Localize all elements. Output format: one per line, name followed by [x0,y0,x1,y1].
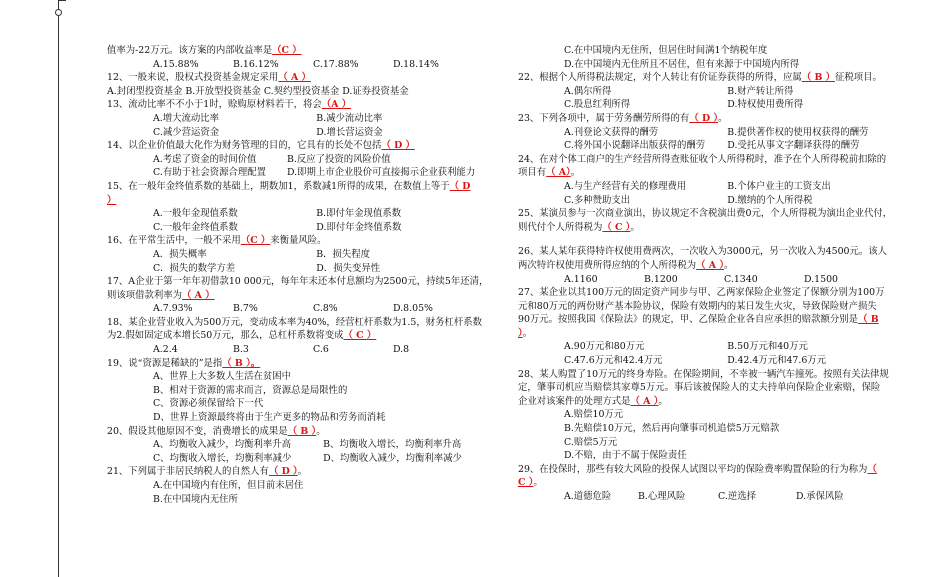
answer-mark: （C ） [272,45,302,56]
option-line [518,436,915,450]
option-a: A.刊登论文获得的酬劳 [564,126,659,138]
options-row [107,438,504,452]
blank-line [518,234,915,245]
question-tail: 。 [316,425,326,437]
question-line [107,465,504,479]
option-b: D.缴纳的个人所得税 [727,194,813,206]
question-line [518,300,915,314]
options-row [107,58,504,72]
question-line [518,153,915,167]
options-row [107,221,504,235]
option-b: B.财产转让所得 [727,85,794,97]
options-row [518,340,915,354]
options-row [107,452,504,466]
question-line [107,316,504,330]
option-b: B.提供著作权的使用权获得的酬劳 [727,126,869,138]
options-row [518,180,915,194]
question-tail: 。 [724,259,734,271]
margin-anchor-icon [55,9,62,16]
option-line [518,44,915,58]
option-a: A.一般年金现值系数 [153,208,238,220]
question-text: 19、说“资源是稀缺的”是指 [107,357,223,369]
question-text: 两次特许权使用费所得应纳的个人所得税为 [518,259,697,271]
question-line [107,357,504,371]
answer-mark: （ B [858,314,879,326]
answer-mark: （ D [449,180,471,192]
options-row [107,153,504,167]
question-line [107,139,504,153]
question-line [518,259,915,273]
question-tail: 。 [570,167,581,179]
question-line [518,313,915,327]
question-tail: 来衡量风险。 [270,235,327,247]
option-c: C.1340 [724,273,758,285]
options-row [518,139,915,153]
question-text: 25、某演员参与一次商业演出，协议规定不含税演出费0元，个人所得税为演出企业代付， [518,208,893,220]
option-b: B.16.12% [233,58,279,70]
option-a: A.2.4 [153,344,178,356]
question-line [518,207,915,221]
option-b: D、均衡收入减少，均衡利率减少 [323,452,462,464]
option-line [518,422,915,436]
question-text: 企业对该案件的处理方式是 [518,395,631,407]
option-a: C．损失的数学方差 [153,262,236,274]
question-line [107,425,504,439]
question-line [518,112,915,126]
option-b: B.3 [233,344,249,356]
option-d: D.8 [393,344,410,356]
question-text: 23、下列各项中，属于劳务酬劳所得的有 [518,112,690,124]
answer-continuation [518,476,915,490]
question-text: 18、某企业营业收入为500万元，变动成本率为40%，经营杠杆系数为1.5，财务杠杆系数 [107,316,482,328]
question-line [107,234,504,248]
option-a: A.道德危险 [564,491,612,502]
right-column [518,44,915,504]
answer-mark: （ A ） [696,259,724,271]
question-tail: 。 [630,221,640,233]
margin-tick [58,0,66,1]
question-line [518,463,915,477]
option-c: C.8% [313,303,338,315]
question-text: 26、某人某年获得特许权使用费两次，一次收入为3000元，另一次收入为4500元。该人 [518,246,888,258]
question-text: 27、某企业以其100万元的固定资产同步与甲、乙两家保险企业签定了保额分别为100万 [518,287,885,299]
options-row [107,166,504,180]
question-line [107,44,504,58]
option-a: A.90万元和80万元 [564,341,645,353]
option-line [518,58,915,72]
question-tail: 。 [297,466,308,478]
question-text: 22、根据个人所得税法规定，对个人转让有价证券获得的所得，应属 [518,72,802,84]
option-text: C.赔偿5万元 [564,436,618,448]
option-text: B.在中国境内无住所 [153,493,238,505]
question-text: 则代付个人所得税为 [518,221,603,233]
option-c: C.6 [313,344,329,356]
option-a: C.减少营运资金 [153,126,220,138]
answer-continuation [107,194,504,208]
options-row [107,112,504,126]
option-b: D.增长营运资金 [316,126,383,138]
question-text: 29、在投保时，那些有较大风险的投保人试图以平均的保险费率购置保险的行为称为 [518,463,868,475]
option-b: B.7% [233,303,258,315]
answer-mark: （ C ） [602,221,631,233]
option-a: C.多种赞助支出 [564,194,631,206]
answer-mark: （A ） [321,99,352,111]
question-text: 24、在对个体工商户的生产经营所得查账征收个人所得税时，准予在个人所得税前扣除的 [518,153,887,165]
option-line [107,370,504,384]
question-line [107,275,504,289]
option-d: D.18.14% [393,58,439,70]
answer-mark: （ B ）。 [222,357,261,369]
option-d: D.承保风险 [796,491,844,502]
option-b: B．损失程度 [316,248,371,260]
question-line [518,381,915,395]
answer-mark: （ D ） [268,466,298,478]
question-text: 17、A企业于第一年年初借款10 000元，每年年末还本付息额均为2500元，持续5年还清， [107,276,489,288]
option-b: D．损失变异性 [316,262,381,274]
option-a: A.增大流动比率 [153,112,220,124]
question-text: 90万元。按照我国《保险法》的规定，甲、乙保险企业各自应承担的赔款额分别是 [518,314,859,326]
options-row [518,85,915,99]
option-text: A.在中国境内有住所，但目前未居住 [153,480,304,491]
option-a: A.15.88% [153,58,199,70]
question-line [107,71,504,85]
option-b: B、均衡收入增长，均衡利率升高 [323,439,462,451]
option-text: D、世界上资源最终将由于生产更多的物品和劳务而消耗 [153,412,386,424]
option-a: A．损失概率 [153,248,207,260]
option-b: B.50万元和40万元 [727,341,808,353]
option-text: C、资源必须保留给下一代 [153,398,264,410]
question-line [518,286,915,300]
answer-mark: （ C ） [343,330,377,342]
option-d: D.8.05% [393,303,433,315]
question-text: 12、一般来说，股权式投资基金规定采用 [107,72,279,84]
options-row [518,273,915,287]
answer-mark: （ D ） [381,140,415,152]
answer-mark: （ B ） [801,72,836,84]
option-b: D.受托从事文字翻译获得的酬劳 [727,140,860,152]
question-line [107,329,504,343]
question-tail: 。 [658,395,668,407]
option-text: C.在中国境内无住所，但居住时间满1个纳税年度 [564,45,768,56]
option-line [107,397,504,411]
options-row [107,248,504,262]
question-line [107,289,504,303]
question-text: 14、以企业价值最大化作为财务管理的目的，它具有的长处不包括 [107,140,382,152]
question-text: A.封闭型投资基金 B.开放型投资基金 C.契约型投资基金 D.证券投资基金 [107,85,409,97]
option-line [107,493,504,507]
option-line [518,408,915,422]
option-text: A.赔偿10万元 [564,409,624,421]
option-text: B、相对于资源的需求而言，资源总是局限性的 [153,384,348,396]
question-tail: 征税项目。 [835,72,882,84]
option-b: B.1200 [644,273,678,285]
answer-mark: （ D ） [689,112,719,124]
option-line [518,449,915,463]
answer-mark: （ A ） [630,395,659,407]
option-d: D.1500 [804,273,839,285]
answer-mark: ） [518,327,523,339]
option-a: C.一般年金终值系数 [153,221,238,233]
question-text: 值率为-22万元。该方案的内部收益率是 [107,45,273,56]
options-row [107,343,504,357]
answer-mark: （ A） [546,167,571,179]
option-text: A、世界上大多数人生活在贫困中 [153,371,292,383]
question-line [518,221,915,235]
question-line [518,395,915,409]
question-line [518,245,915,259]
option-b: B.即付年金现值系数 [316,208,402,220]
option-a: C.股息红利所得 [564,99,631,111]
question-line [518,166,915,180]
option-a: A.7.93% [153,303,193,315]
question-line [107,98,504,112]
option-a: A.1160 [564,273,598,285]
options-row [518,194,915,208]
option-a: A.考虑了资金的时间价值 [153,153,257,165]
answer-mark: C ） [518,477,534,489]
option-line [107,384,504,398]
question-text: 13、流动比率不不小于1时，赊购原材料若干，将会 [107,99,322,111]
question-tail: 。 [522,327,533,339]
question-tail: 。 [533,477,543,489]
margin-rule [58,0,59,577]
question-line [107,85,504,99]
option-a: C、均衡收入增长，均衡利率减少 [153,452,292,464]
question-text: 15、在一般年金终值系数的基础上，期数加1，系数减1所得的成果，在数值上等于 [107,180,450,192]
question-tail: 。 [718,112,728,124]
option-b: B.反应了投资的风险价值 [287,153,391,165]
question-line [107,180,504,194]
answer-mark: （ A ） [182,289,215,301]
option-a: C.将外国小说翻译出版获得的酬劳 [564,140,706,152]
question-text: 20、假设其他原因不变，消费增长的成果是 [107,425,288,437]
option-line [107,479,504,493]
answer-mark: （C ） [240,235,271,247]
option-text: D.在中国境内无住所且不居住，但有来源于中国境内所得 [564,58,800,70]
options-row [107,126,504,140]
option-b: B.减少流动比率 [316,112,383,124]
option-c: C.17.88% [313,58,359,70]
option-c: C.逆选择 [718,491,756,502]
option-text: D.不赔，由于不属于保险责任 [564,450,687,462]
option-a: A、均衡收入减少，均衡利率升高 [153,439,292,451]
question-text: 则该项借款利率为 [107,289,183,301]
option-a: C.47.6万元和42.4万元 [564,355,663,367]
option-line [107,411,504,425]
options-row [107,262,504,276]
options-row [107,207,504,221]
question-text: 21、下列属于非居民纳税人的自然人有 [107,466,269,478]
option-a: A.偶尔所得 [564,85,612,97]
question-text: 定，肇事司机应当赔偿其家尊5万元。事后该被保险人的丈夫持单向保险企业索赔，保险 [518,382,881,394]
option-a: C.有助于社会资源合理配置 [153,167,266,179]
question-line [518,368,915,382]
options-row [518,490,915,504]
options-row [518,98,915,112]
answer-mark: （ B ） [287,425,317,437]
option-a: A.与生产经营有关的修理费用 [564,180,687,192]
question-text: 28、某人购置了10万元的终身寿险。在保险期间，不幸被一辆汽车撞死。按照有关法律规 [518,368,889,380]
answer-mark: ） [107,194,117,206]
question-text: 项目有 [518,167,547,179]
answer-mark: （ [867,463,877,475]
question-line [518,71,915,85]
answer-continuation [518,327,915,341]
answer-mark: （ A ） [278,72,311,84]
question-text: 16、在平常生活中，一般不采用 [107,235,241,247]
options-row [107,302,504,316]
option-b: D.即付年金终值系数 [316,221,402,233]
option-b: D.42.4万元和47.6万元 [727,355,827,367]
options-row [518,354,915,368]
option-b: B.个体户业主的工资支出 [727,180,831,192]
option-text: B.先赔偿10万元，然后再向肇事司机追偿5万元赔款 [564,423,780,435]
option-b: B.心理风险 [638,491,686,502]
left-column [107,44,504,506]
options-row [518,126,915,140]
question-text: 元和80万元的两份财产基本险协议，保险有效期内的某日发生火灾，导致保险财产损失 [518,300,877,312]
question-text: 为2.假如固定成本增长50万元，那么，总杠杆系数将变成 [107,330,344,342]
option-b: D.即期上市企业股价可直接揭示企业获利能力 [287,167,476,179]
option-b: D.特权使用费所得 [727,99,804,111]
